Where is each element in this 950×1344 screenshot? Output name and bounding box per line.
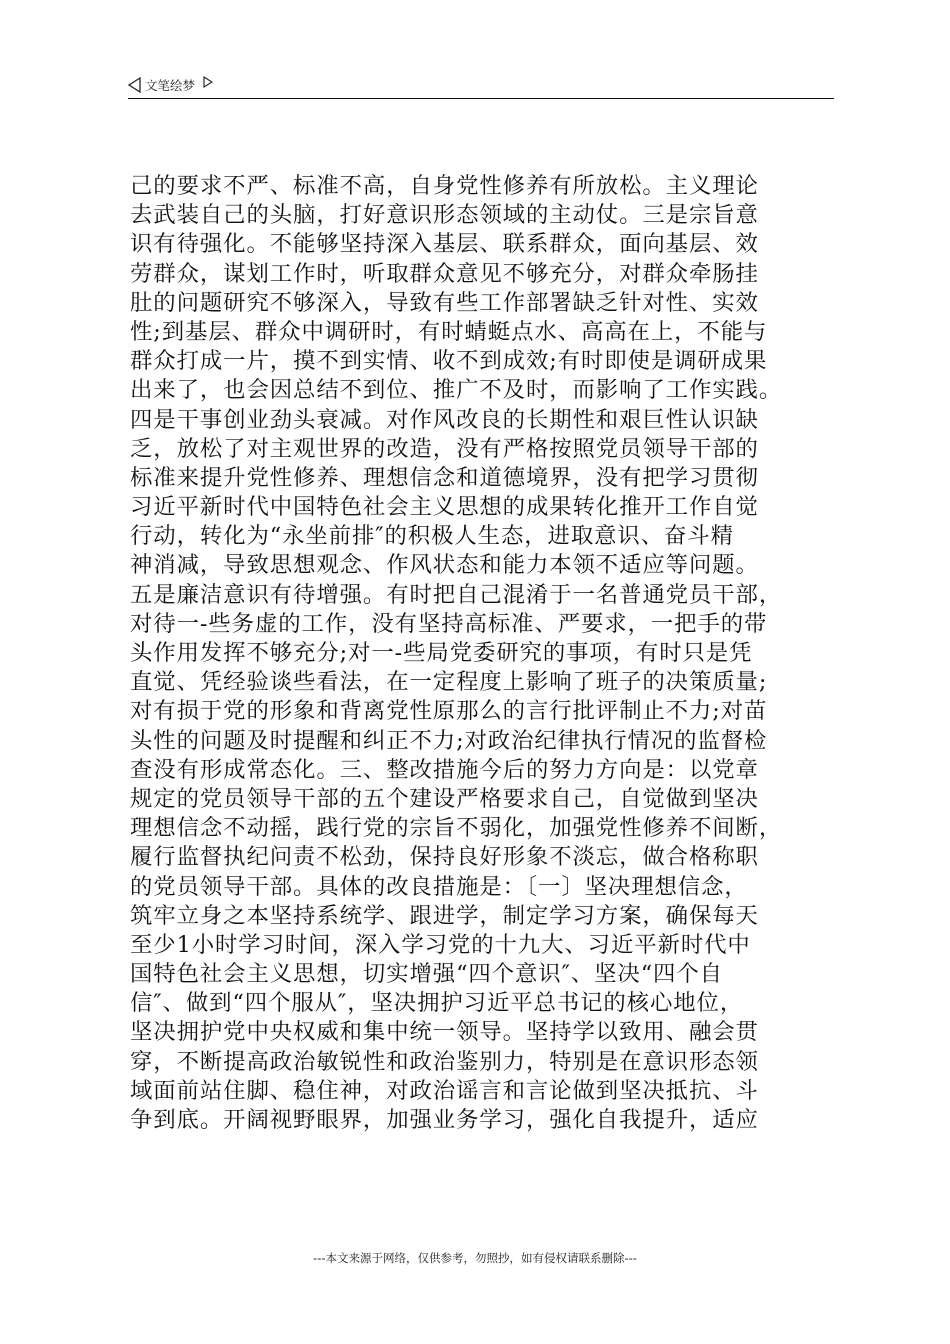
text-line: 劳群众，谋划工作时，听取群众意见不够充分，对群众牵肠挂: [130, 260, 759, 287]
text-line: 行动，转化为“永坐前排″的积极人生态，进取意识、奋斗精: [130, 523, 734, 550]
text-line: 去武装自己的头脑，打好意识形态领域的主动仗。三是宗旨意: [130, 202, 759, 229]
text-line: 的党员领导干部。具体的改良措施是：〔一〕坚决理想信念，: [130, 873, 748, 900]
left-triangle-icon: [128, 77, 142, 93]
text-line: 信″、做到“四个服从″，坚决拥护习近平总书记的核心地位，: [130, 990, 744, 1017]
text-line: 己的要求不严、标准不高，自身党性修养有所放松。主义理论: [130, 173, 759, 199]
text-line: 肚的问题研究不够深入，导致有些工作部署缺乏针对性、实效: [130, 289, 759, 316]
text-line: 四是干事创业劲头衰减。对作风改良的长期性和艰巨性认识缺: [130, 406, 759, 433]
text-line: 至少1小时学习时间，深入学习党的十九大、习近平新时代中: [130, 931, 751, 958]
brand-name: 文笔绘梦: [145, 78, 196, 93]
footer-disclaimer: ---本文来源于网络，仅供参考，勿照抄，如有侵权请联系删除---: [313, 1251, 637, 1265]
text-line: 穿，不断提高政治敏锐性和政治鉴别力，特别是在意识形态领: [130, 1048, 759, 1075]
text-line: 对有损于党的形象和背离党性原那么的言行批评制止不力;对苗: [130, 698, 768, 725]
text-line: 乏，放松了对主观世界的改造，没有严格按照党员领导干部的: [130, 435, 759, 462]
right-triangle-icon: [203, 76, 213, 88]
text-line: 出来了，也会因总结不到位、推广不及时，而影响了工作实践。: [130, 377, 783, 404]
text-line: 五是廉洁意识有待增强。有时把自己混淆于一名普通党员干部，: [130, 581, 783, 608]
text-line: 规定的党员领导干部的五个建设严格要求自己，自觉做到坚决: [130, 785, 759, 812]
text-line: 头作用发挥不够充分;对一-些局党委研究的事项，有时只是凭: [130, 640, 753, 666]
text-line: 理想信念不动摇，践行党的宗旨不弱化，加强党性修养不间断，: [130, 815, 783, 842]
text-line: 国特色社会主义思想，切实增强“四个意识″、坚决“四个自: [130, 961, 723, 988]
text-line: 直觉、凭经验谈些看法，在一定程度上影响了班子的决策质量;: [130, 669, 768, 696]
text-line: 群众打成一片，摸不到实情、收不到成效;有时即使是调研成果: [130, 348, 768, 375]
text-line: 对待一-些务虚的工作，没有坚持高标准、严要求，一把手的带: [130, 610, 768, 637]
text-line: 坚决拥护党中央权威和集中统一领导。坚持学以致用、融会贯: [130, 1019, 759, 1046]
text-line: 习近平新时代中国特色社会主义思想的成果转化推开工作自觉: [130, 494, 759, 521]
brand: [128, 74, 213, 96]
text-line: 履行监督执纪问责不松劲，保持良好形象不淡忘，做合格称职: [130, 844, 759, 871]
text-line: 争到底。开阔视野眼界，加强业务学习，强化自我提升，适应: [130, 1107, 759, 1133]
text-line: 性;到基层、群众中调研时，有时蜻蜓点水、高高在上，不能与: [130, 318, 768, 345]
text-line: 神消减，导致思想观念、作风状态和能力本领不适应等问题。: [130, 552, 759, 579]
page-header: [128, 74, 834, 99]
text-line: 识有待强化。不能够坚持深入基层、联系群众，面向基层、效: [130, 231, 759, 258]
document-body: [130, 172, 834, 1135]
text-line: 查没有形成常态化。三、整改措施今后的努力方向是：以党章: [130, 756, 759, 783]
text-line: 头性的问题及时提醒和纠正不力;对政治纪律执行情况的监督检: [130, 727, 768, 754]
text-line: 域面前站住脚、稳住神，对政治谣言和言论做到坚决抵抗、斗: [130, 1077, 759, 1104]
text-line: 筑牢立身之本坚持系统学、跟进学，制定学习方案，确保每天: [130, 902, 759, 929]
text-line: 标准来提升党性修养、理想信念和道德境界，没有把学习贯彻: [130, 464, 759, 491]
